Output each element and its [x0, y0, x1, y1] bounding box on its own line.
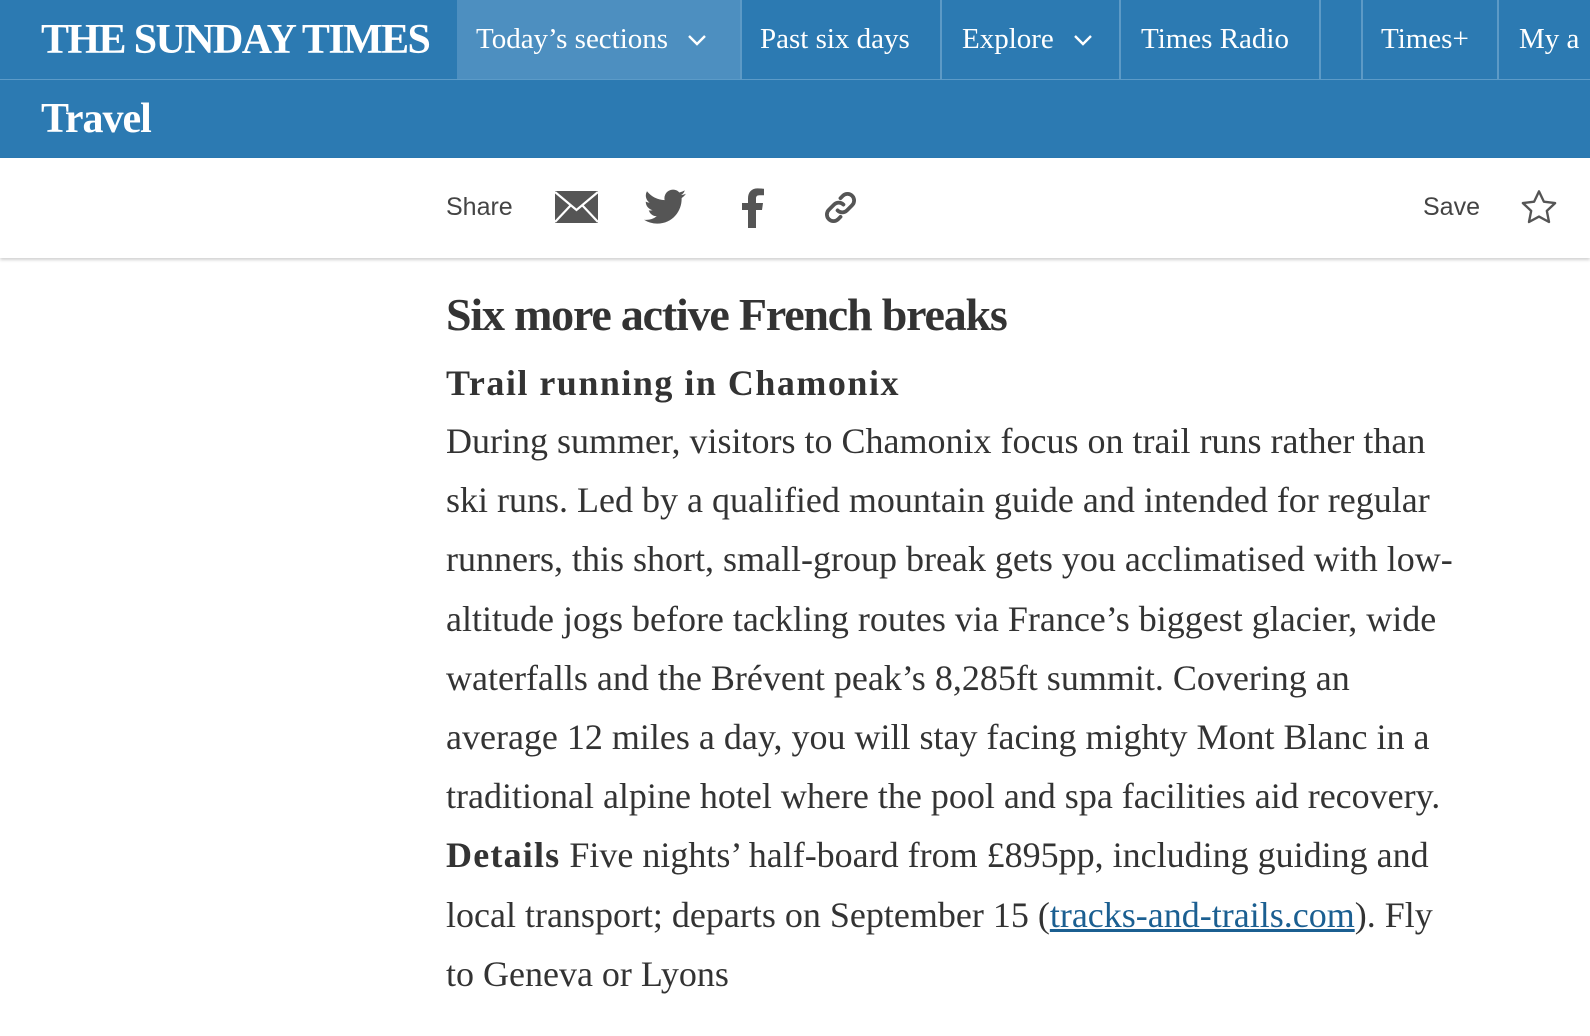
section-bar — [0, 80, 1590, 158]
nav-times-radio-label: Times Radio — [1141, 23, 1289, 55]
chevron-down-icon — [686, 29, 708, 51]
details-line — [446, 826, 1590, 885]
tracks-and-trails-link[interactable]: tracks-and-trails.com — [1049, 894, 1355, 935]
nav-explore[interactable] — [962, 0, 1094, 79]
details-line: to Geneva or Lyons — [446, 953, 729, 994]
details-text: Five nights’ half-board from £895pp, including guiding and — [560, 835, 1429, 876]
body-line: runners, this short, small-group break gets you acclimatised with low- — [446, 539, 1453, 580]
share-label: Share — [446, 193, 513, 221]
nav-times-plus-label: Times+ — [1381, 23, 1469, 55]
nav-separator — [740, 0, 742, 79]
details-label: Details — [446, 835, 561, 876]
section-title[interactable]: Travel — [41, 96, 151, 142]
nav-separator — [1119, 0, 1121, 79]
body-line: altitude jogs before tackling routes via France’s biggest glacier, wide — [446, 598, 1437, 639]
nav-explore-label: Explore — [962, 23, 1054, 55]
article-body — [446, 412, 1590, 1004]
nav-todays-sections[interactable] — [457, 0, 740, 79]
chevron-down-icon — [1072, 29, 1094, 51]
body-line: ski runs. Led by a qualified mountain guide and intended for regular — [446, 480, 1430, 521]
nav-separator — [1497, 0, 1499, 79]
body-line: traditional alpine hotel where the pool and spa facilities aid recovery. — [446, 776, 1441, 817]
masthead-logo[interactable]: THE SUNDAY TIMES — [41, 17, 430, 63]
nav-my-account[interactable] — [1519, 0, 1579, 79]
details-line — [446, 886, 1590, 945]
save-label[interactable]: Save — [1423, 193, 1480, 221]
top-navigation-bar — [0, 0, 1590, 80]
details-text: local transport; departs on September 15 ( — [446, 894, 1050, 935]
link-icon[interactable] — [823, 190, 858, 225]
nav-times-radio[interactable] — [1141, 0, 1289, 79]
share-toolbar — [0, 158, 1590, 258]
body-line: average 12 miles a day, you will stay facing mighty Mont Blanc in a — [446, 717, 1430, 758]
details-text: ). Fly — [1354, 894, 1433, 935]
article-subhead: Trail running in Chamonix — [446, 363, 900, 403]
facebook-icon[interactable] — [740, 188, 764, 228]
body-line: waterfalls and the Brévent peak’s 8,285ft summit. Covering an — [446, 657, 1350, 698]
nav-past-six-days[interactable] — [760, 0, 910, 79]
nav-separator — [1319, 0, 1321, 79]
star-icon[interactable] — [1520, 189, 1558, 225]
nav-past-six-days-label: Past six days — [760, 23, 910, 55]
nav-times-plus[interactable] — [1381, 0, 1469, 79]
article-headline: Six more active French breaks — [446, 289, 1007, 340]
body-line: During summer, visitors to Chamonix focus on trail runs rather than — [446, 421, 1426, 461]
twitter-icon[interactable] — [644, 189, 686, 225]
nav-my-account-label: My a — [1519, 23, 1580, 55]
nav-todays-sections-label: Today’s sections — [476, 23, 669, 55]
nav-separator — [940, 0, 942, 79]
article — [446, 282, 1590, 1004]
email-icon[interactable] — [554, 190, 599, 224]
nav-separator — [1361, 0, 1363, 79]
